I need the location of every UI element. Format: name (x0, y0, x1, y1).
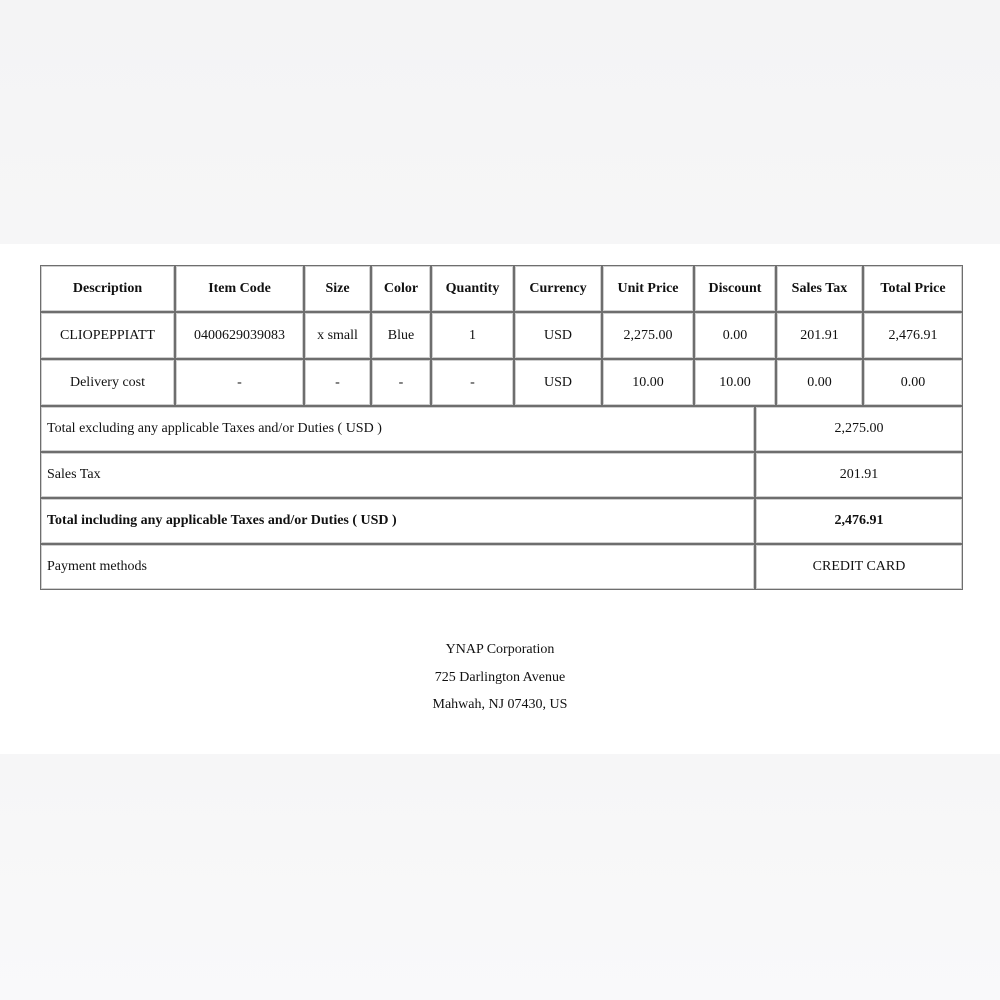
summary-label: Total excluding any applicable Taxes and/or Duties ( USD ) (40, 406, 755, 452)
table-row (40, 359, 963, 406)
cell-discount: 10.00 (694, 359, 776, 406)
company-name: YNAP Corporation (445, 642, 555, 657)
page-background-bottom (0, 754, 1000, 1000)
cell-quantity: 1 (431, 312, 514, 359)
summary-label: Total including any applicable Taxes and/or Duties ( USD ) (40, 498, 755, 544)
table-row (40, 312, 963, 359)
cell-quantity: - (431, 359, 514, 406)
cell-discount: 0.00 (694, 312, 776, 359)
summary-table (40, 406, 963, 590)
cell-description: Delivery cost (40, 359, 175, 406)
header-size: Size (304, 265, 371, 312)
header-item-code: Item Code (175, 265, 304, 312)
cell-currency: USD (514, 359, 602, 406)
summary-row-total-including (40, 498, 963, 544)
items-table (40, 265, 963, 406)
items-header-row (40, 265, 963, 312)
summary-label: Payment methods (40, 544, 755, 590)
cell-description: CLIOPEPPIATT (40, 312, 175, 359)
summary-row-sales-tax (40, 452, 963, 498)
summary-value: 2,476.91 (755, 498, 963, 544)
cell-size: - (304, 359, 371, 406)
cell-currency: USD (514, 312, 602, 359)
header-discount: Discount (694, 265, 776, 312)
cell-color: Blue (371, 312, 431, 359)
company-address (0, 636, 1000, 719)
company-city: Mahwah, NJ 07430, US (432, 697, 568, 712)
header-total-price: Total Price (863, 265, 963, 312)
cell-item-code: 0400629039083 (175, 312, 304, 359)
company-street: 725 Darlington Avenue (434, 669, 566, 685)
cell-sales-tax: 201.91 (776, 312, 863, 359)
cell-sales-tax: 0.00 (776, 359, 863, 406)
header-description: Description (40, 265, 175, 312)
page-background-top (0, 0, 1000, 244)
cell-unit-price: 10.00 (602, 359, 694, 406)
summary-value: CREDIT CARD (755, 544, 963, 590)
summary-row-total-excluding (40, 406, 963, 452)
header-sales-tax: Sales Tax (776, 265, 863, 312)
header-currency: Currency (514, 265, 602, 312)
cell-unit-price: 2,275.00 (602, 312, 694, 359)
summary-value: 201.91 (755, 452, 963, 498)
cell-size: x small (304, 312, 371, 359)
cell-item-code: - (175, 359, 304, 406)
summary-row-payment-methods (40, 544, 963, 590)
cell-color: - (371, 359, 431, 406)
cell-total-price: 0.00 (863, 359, 963, 406)
header-unit-price: Unit Price (602, 265, 694, 312)
summary-label: Sales Tax (40, 452, 755, 498)
cell-total-price: 2,476.91 (863, 312, 963, 359)
summary-value: 2,275.00 (755, 406, 963, 452)
header-color: Color (371, 265, 431, 312)
header-quantity: Quantity (431, 265, 514, 312)
